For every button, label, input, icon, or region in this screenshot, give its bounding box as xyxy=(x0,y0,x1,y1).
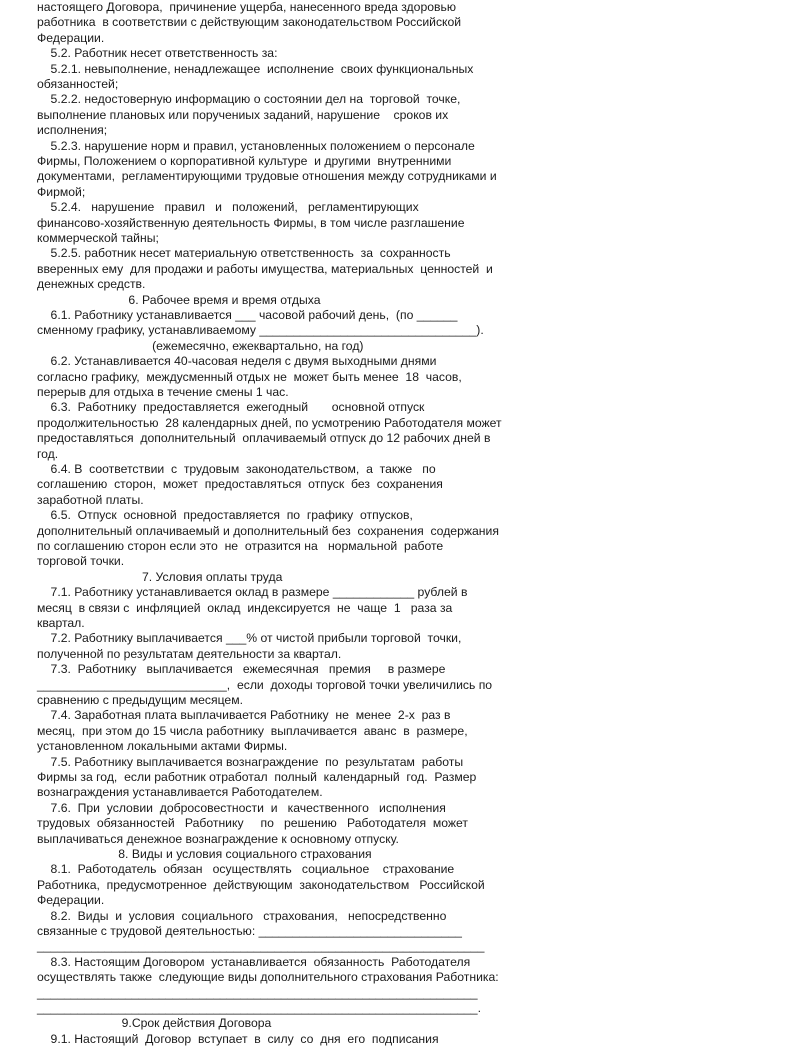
text-line: 7.6. При условии добросовестности и качественного исполнения xyxy=(37,800,446,815)
text-line: 5.2.1. невыполнение, ненадлежащее исполнение своих функциональных xyxy=(37,61,474,76)
text-line: вознаграждения устанавливается Работодателем. xyxy=(37,785,323,800)
text-line: месяц в связи с инфляцией оклад индексируется не чаще 1 раза за xyxy=(37,600,453,615)
text-line: 6.4. В соответствии с трудовым законодательством, а также по xyxy=(37,462,436,476)
text-line: квартал. xyxy=(37,616,85,630)
text-line: 7. Условия оплаты труда xyxy=(37,569,283,584)
text-line: перерыв для отдыха в течение смены 1 час. xyxy=(37,385,289,399)
text-line: полученной по результатам деятельности за квартал. xyxy=(37,646,342,661)
text-line: соглашению сторон, может предоставляться отпуск без сохранения xyxy=(37,477,443,492)
text-line: связанные с трудовой деятельностью: ______________________________ xyxy=(37,924,462,938)
text-line: выплачиваться денежное вознаграждение к основному отпуску. xyxy=(37,831,399,846)
text-line: __________________________________________________________________ xyxy=(37,939,485,954)
text-line: _________________________________________________________________. xyxy=(37,1001,481,1015)
text-line: 9.1. Настоящий Договор вступает в силу со дня его подписания xyxy=(37,1031,439,1046)
text-line: 5.2.5. работник несет материальную ответственность за сохранность xyxy=(37,246,451,261)
text-line: год. xyxy=(37,446,59,461)
text-line: 9.Срок действия Договора xyxy=(37,1016,272,1031)
text-line: 6. Рабочее время и время отдыха xyxy=(37,292,321,307)
text-line: 8. Виды и условия социального страхования xyxy=(37,847,372,861)
text-line: Фирмой; xyxy=(37,184,86,199)
text-line: ____________________________, если доходы торговой точки увеличились по xyxy=(37,677,493,692)
text-line: продолжительностью 28 календарных дней, по усмотрению Работодателя может xyxy=(37,415,502,430)
text-line: предоставляться дополнительный оплачиваемый отпуск до 12 рабочих дней в xyxy=(37,431,491,446)
text-line: 7.1. Работнику устанавливается оклад в размере ____________ рублей в xyxy=(37,585,468,600)
text-line: 6.5. Отпуск основной предоставляется по графику отпусков, xyxy=(37,508,413,523)
text-line: по соглашению сторон если это не отразится на нормальной работе xyxy=(37,539,444,553)
text-line: 6.3. Работнику предоставляется ежегодный основной отпуск xyxy=(37,400,425,415)
text-line: коммерческой тайны; xyxy=(37,231,159,245)
text-line: 6.1. Работнику устанавливается ___ часовой рабочий день, (по ______ xyxy=(37,308,458,322)
text-line: 7.5. Работнику выплачивается вознаграждение по результатам работы xyxy=(37,754,464,769)
text-line: (ежемесячно, ежеквартально, на год) xyxy=(37,338,364,353)
text-line: дополнительный оплачиваемый и дополнительный без сохранения содержания xyxy=(37,523,499,538)
text-line: _________________________________________________________________ xyxy=(37,985,478,1000)
text-line: месяц, при этом до 15 числа работнику выплачивается аванс в размере, xyxy=(37,723,468,738)
text-line: Фирмы за год, если работник отработал полный календарный год. Размер xyxy=(37,770,477,784)
text-line: установленном локальными актами Фирмы. xyxy=(37,739,288,754)
text-line: вверенных ему для продажи и работы имущества, материальных ценностей и xyxy=(37,261,493,276)
text-line: заработной платы. xyxy=(37,492,144,507)
text-line: 7.2. Работнику выплачивается ___% от чистой прибыли торговой точки, xyxy=(37,631,462,646)
text-line: сравнению с предыдущим месяцем. xyxy=(37,693,243,707)
text-line: Фирмы, Положением о корпоративной культуре и другими внутренними xyxy=(37,154,452,168)
text-line: 5.2.4. нарушение правил и положений, регламентирующих xyxy=(37,200,419,215)
text-line: 5.2.2. недостоверную информацию о состоянии дел на торговой точке, xyxy=(37,92,461,107)
text-line: 5.2. Работник несет ответственность за: xyxy=(37,46,278,61)
text-line: документами, регламентирующими трудовые отношения между сотрудниками и xyxy=(37,169,497,184)
text-line: согласно графику, междусменный отдых не может быть менее 18 часов, xyxy=(37,369,462,384)
text-line: выполнение плановых или поручениых заданий, нарушение сроков их xyxy=(37,107,449,122)
text-line: 7.4. Заработная плата выплачивается Работнику не менее 2-х раз в xyxy=(37,708,451,723)
text-line: 6.2. Устанавливается 40-часовая неделя с двумя выходными днями xyxy=(37,354,437,369)
text-line: обязанностей; xyxy=(37,77,119,91)
text-line: сменному графику, устанавливаемому ________________________________). xyxy=(37,323,484,338)
text-line: денежных средств. xyxy=(37,277,146,292)
text-line: настоящего Договора, причинение ущерба, нанесенного вреда здоровью xyxy=(37,0,456,14)
text-line: Федерации. xyxy=(37,893,105,908)
text-line: финансово-хозяйственную деятельность Фирмы, в том числе разглашение xyxy=(37,215,465,230)
text-line: осуществлять также следующие виды дополнительного страхования Работника: xyxy=(37,970,499,985)
text-line: 8.1. Работодатель обязан осуществлять социальное страхование xyxy=(37,862,455,877)
text-line: Федерации. xyxy=(37,30,105,45)
text-line: 5.2.3. нарушение норм и правил, установленных положением о персонале xyxy=(37,138,475,153)
text-line: Работника, предусмотренное действующим законодательством Российской xyxy=(37,877,485,892)
text-line: торговой точки. xyxy=(37,554,125,569)
text-line: работника в соответствии с действующим законодательством Российской xyxy=(37,15,462,30)
text-line: 8.2. Виды и условия социального страхования, непосредственно xyxy=(37,908,447,923)
text-line: исполнения; xyxy=(37,123,108,138)
text-line: 7.3. Работнику выплачивается ежемесячная премия в размере xyxy=(37,662,446,677)
text-line: 8.3. Настоящим Договором устанавливается обязанность Работодателя xyxy=(37,954,471,969)
text-line: трудовых обязанностей Работнику по решению Работодателя может xyxy=(37,816,468,831)
